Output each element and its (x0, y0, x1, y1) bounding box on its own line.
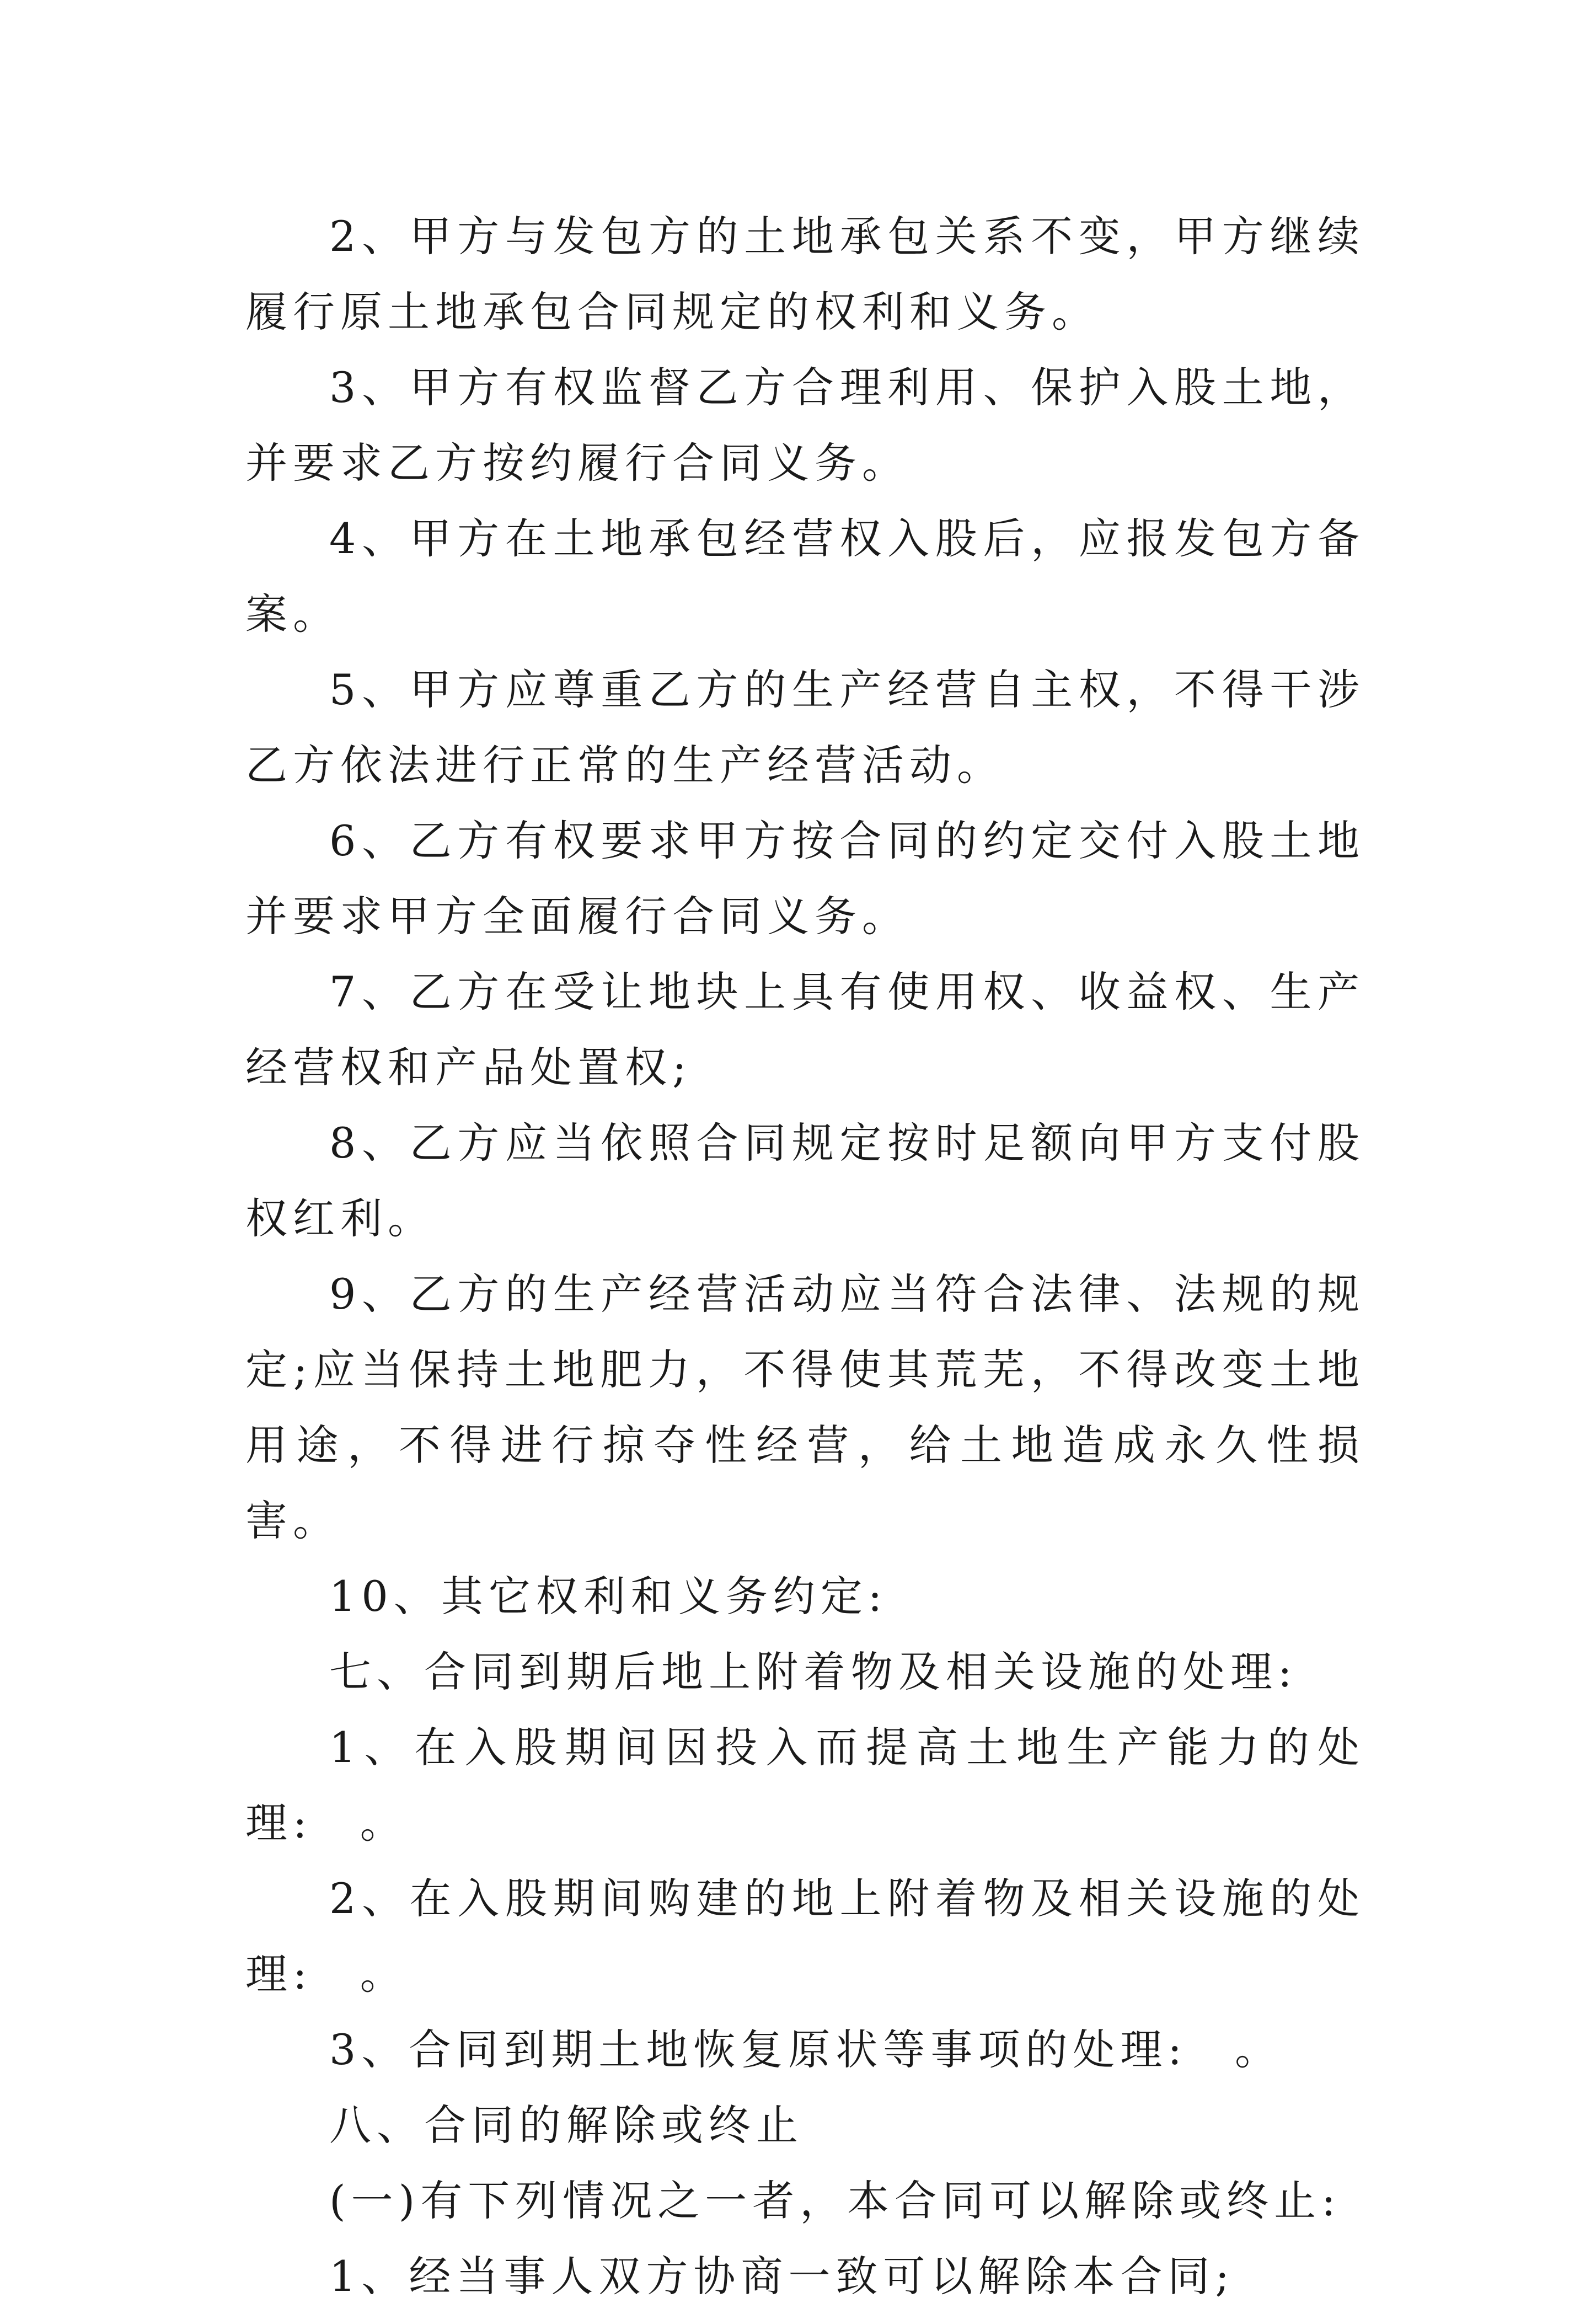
paragraph: 8、乙方应当依照合同规定按时足额向甲方支付股权红利。 (245, 1118, 1365, 1243)
paragraph: 2、在入股期间购建的地上附着物及相关设施的处理: 。 (245, 1874, 1365, 1999)
paragraph: 1、经当事人双方协商一致可以解除本合同; (329, 2252, 1235, 2301)
paragraph: 3、合同到期土地恢复原状等事项的处理: 。 (329, 2025, 1282, 2074)
section-heading: 七、合同到期后地上附着物及相关设施的处理: (329, 1647, 1298, 1696)
paragraph: 1、在入股期间因投入而提高土地生产能力的处理: 。 (245, 1723, 1365, 1847)
paragraph: 4、甲方在土地承包经营权入股后，应报发包方备案。 (245, 514, 1365, 639)
paragraph: 6、乙方有权要求甲方按合同的约定交付入股土地并要求甲方全面履行合同义务。 (245, 816, 1365, 941)
paragraph: 7、乙方在受让地块上具有使用权、收益权、生产经营权和产品处置权; (245, 967, 1365, 1092)
paragraph: (一)有下列情况之一者，本合同可以解除或终止: (329, 2176, 1341, 2225)
section-heading: 八、合同的解除或终止 (329, 2101, 804, 2150)
paragraph: 3、甲方有权监督乙方合理利用、保护入股土地，并要求乙方按约履行合同义务。 (245, 363, 1365, 488)
paragraph: 9、乙方的生产经营活动应当符合法律、法规的规定;应当保持土地肥力，不得使其荒芜，不得改变土地用途，不得进行掠夺性经营，给土地造成永久性损害。 (245, 1270, 1365, 1545)
paragraph: 10、其它权利和义务约定: (329, 1572, 888, 1621)
document-body (245, 199, 1365, 2314)
paragraph: 2、甲方与发包方的土地承包关系不变，甲方继续履行原土地承包合同规定的权利和义务。 (245, 212, 1365, 336)
paragraph: 5、甲方应尊重乙方的生产经营自主权，不得干涉乙方依法进行正常的生产经营活动。 (245, 665, 1365, 790)
